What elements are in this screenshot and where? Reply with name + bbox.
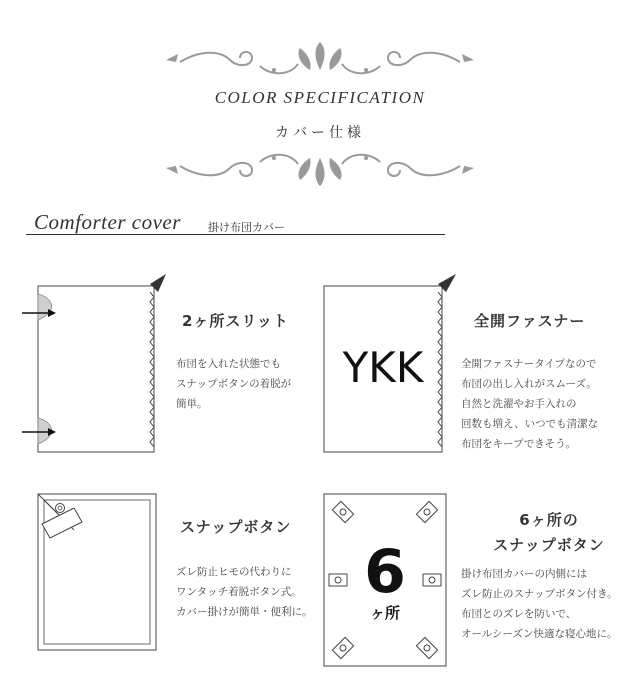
bottom-flourish-ornament (160, 148, 480, 188)
snap-button-icon (56, 504, 65, 513)
feature-title-six-snaps: 6ヶ所の スナップボタン (493, 511, 605, 554)
page-title: COLOR SPECIFICATION (214, 88, 426, 107)
zipper-illustration (310, 270, 470, 460)
feature-title-zipper: 全開ファスナー (474, 312, 586, 330)
feature-desc-six-snaps: 掛け布団カバーの内側には ズレ防止のスナップボタン付き。 布団とのズレを防いで、 オールシーズン快適な寝心地に。 (461, 568, 618, 640)
count-unit: ヶ所 (369, 604, 401, 622)
feature-title-snap: スナップボタン (180, 518, 292, 536)
slit-illustration (20, 270, 170, 460)
section-heading: Comforter cover (34, 210, 181, 234)
feature-desc-zipper: 全開ファスナータイプなので 布団の出し入れがスムーズ。 自然と洗濯やお手入れの 回数も増え、いつでも清潔な 布団をキープできそう。 (461, 358, 599, 450)
count-number: 6 (364, 537, 406, 607)
snap-button-corner-illustration (20, 480, 170, 660)
top-flourish-ornament (160, 40, 480, 80)
six-snap-buttons-illustration (310, 480, 460, 680)
feature-desc-snap: ズレ防止ヒモの代わりに ワンタッチ着脱ボタン式。 カバー掛けが簡単・便利に。 (176, 566, 313, 618)
feature-desc-slit: 布団を入れた状態でも スナップボタンの着脱が 簡単。 (176, 358, 292, 410)
page-subtitle: カバー仕様 (275, 125, 365, 141)
ykk-logo: YKK (342, 343, 424, 392)
section-divider (26, 234, 445, 235)
section-subheading: 掛け布団カバー (208, 221, 285, 234)
feature-title-slit: 2ヶ所スリット (182, 312, 289, 330)
